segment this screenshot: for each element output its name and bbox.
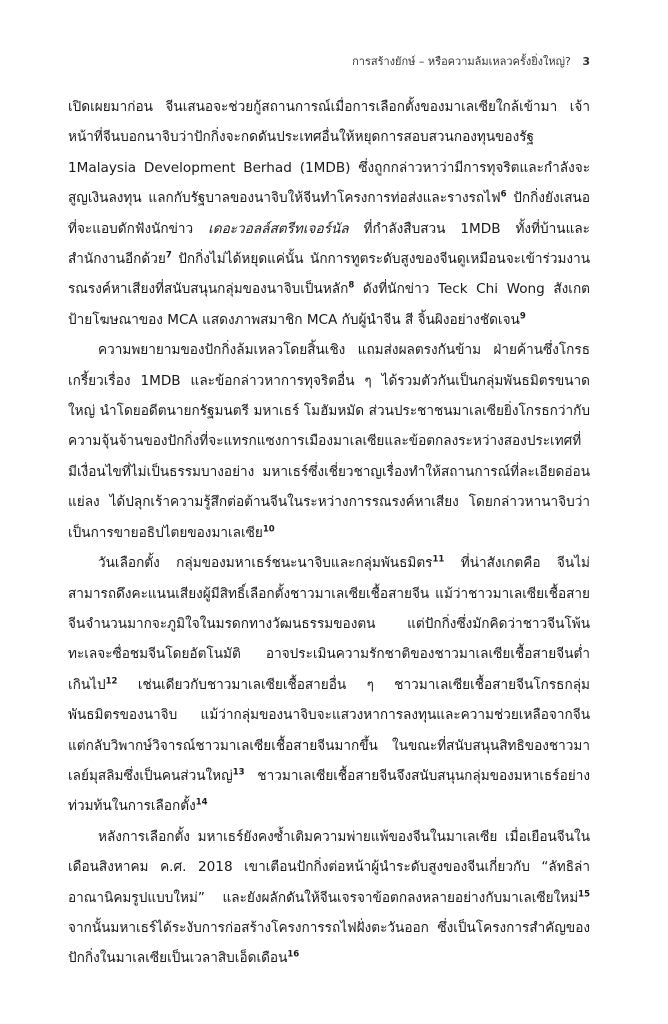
footnote-reference: 14 bbox=[195, 797, 208, 808]
paragraph bbox=[68, 335, 590, 548]
text-run: ที่น่าสังเกตคือ จีนไม่สามารถดึงคะแนนเสียงผู้มีสิทธิ์เลือกตั้งชาวมาเลเซียเชื้อสายจีน แม้ว่าชาวมาเลเซียเชื้อสายจีนจำนวนมากจะภูมิใจในมรดกทางวัฒนธรรมของตน แต่ปักกิ่งซึ่งมักคิดว่าชาวจีนโพ้นทะเลจะซื่อชมจีนโดยอัตโนมัติ อาจประเมินความรักชาติของชาวมาเลเซียเชื้อสายจีนต่ำเกินไป bbox=[68, 555, 590, 693]
text-run: ความพยายามของปักกิ่งล้มเหลวโดยสิ้นเชิง แถมส่งผลตรงกันข้าม ฝ่ายค้านซึ่งโกรธเกรี้ยวเรื่อง 1MDB และข้อกล่าวหาการทุจริตอื่น ๆ ได้รวมตัวกันเป็นกลุ่มพันธมิตรขนาดใหญ่ นำโดยอดีตนายกรัฐมนตรี มหาเธร์ โมฮัมหมัด ส่วนประชาชนมาเลเซียยิ่งโกรธกว่ากับความจุ้นจ้านของปักกิ่งที่จะแทรกแซงการเมืองมาเลเซียและข้อตกลงระหว่างสองประเทศที่มีเงื่อนไขที่ไม่เป็นธรรมบางอย่าง มหาเธร์ซึ่งเชี่ยวชาญเรื่องทำให้สถานการณ์ที่ละเอียดอ่อนแย่ลง ได้ปลุกเร้าความรู้สึกต่อต้านจีนในระหว่างการรณรงค์หาเสียง โดยกล่าวหานาจิบว่าเป็นการขายอธิปไตยของมาเลเซีย bbox=[68, 342, 590, 541]
footnote-reference: 6 bbox=[500, 189, 507, 200]
footnote-reference: 12 bbox=[105, 676, 118, 687]
text-run: ดังที่นักข่าว Teck Chi Wong สังเกตป้ายโฆษณาของ MCA แสดงภาพสมาชิก MCA กับผู้นำจีน สี จิ้นผิงอย่างชัดเจน bbox=[68, 281, 590, 328]
text-run: วันเลือกตั้ง กลุ่มของมหาเธร์ชนะนาจิบและกลุ่มพันธมิตร bbox=[98, 555, 433, 572]
footnote-reference: 15 bbox=[578, 889, 590, 900]
footnote-reference: 10 bbox=[262, 524, 275, 535]
running-title: การสร้างยักษ์ – หรือความล้มเหลวครั้งยิ่งใหญ่? bbox=[352, 55, 571, 68]
text-run: หลังการเลือกตั้ง มหาเธร์ยังคงซ้ำเติมความพ่ายแพ้ของจีนในมาเลเซีย เมื่อเยือนจีนในเดือนสิงหาคม ค.ศ. 2018 เขาเตือนปักกิ่งต่อหน้าผู้นำระดับสูงของจีนเกี่ยวกับ “ลัทธิล่าอาณานิคมรูปแบบใหม่” และยังผลักดันให้จีนเจรจาข้อตกลงหลายอย่างกับมาเลเซียใหม่ bbox=[68, 828, 590, 906]
footnote-reference: 8 bbox=[348, 280, 355, 291]
footnote-reference: 13 bbox=[232, 767, 245, 778]
text-run: เปิดเผยมาก่อน จีนเสนอจะช่วยกู้สถานการณ์เมื่อการเลือกตั้งของมาเลเซียใกล้เข้ามา เจ้าหน้าที่จีนบอกนาจิบว่าปักกิ่งจะกดดันประเทศอื่นให้หยุดการสอบสวนกองทุนของรัฐ 1Malaysia Development Berhad (1MDB) ซึ่งถูกกล่าวหาว่ามีการทุจริตและกำลังจะสูญเงินลงทุน แลกกับรัฐบาลของนาจิบให้จีนทำโครงการท่อส่งและรางรถไฟ bbox=[68, 99, 590, 207]
page-number: 3 bbox=[582, 55, 590, 68]
footnote-reference: 16 bbox=[287, 949, 300, 960]
paragraph bbox=[68, 548, 590, 822]
footnote-reference: 7 bbox=[165, 250, 172, 261]
footnote-reference: 9 bbox=[519, 311, 526, 322]
italic-title: เดอะวอลล์สตรีทเจอร์นัล bbox=[208, 220, 349, 237]
text-run: จากนั้นมหาเธร์ได้ระงับการก่อสร้างโครงการรถไฟฝั่งตะวันออก ซึ่งเป็นโครงการสำคัญของปักกิ่งในมาเลเซียเป็นเวลาสิบเอ็ดเดือน bbox=[68, 919, 590, 967]
text-run: ปักกิ่งไม่ได้หยุดแค่นั้น นักการทูตระดับสูงของจีนดูเหมือนจะเข้าร่วมงานรณรงค์หาเสียงที่สนับสนุนกลุ่มของนาจิบเป็นหลัก bbox=[68, 251, 590, 298]
paragraph bbox=[68, 822, 590, 974]
paragraph bbox=[68, 92, 590, 335]
text-run: เช่นเดียวกับชาวมาเลเซียเชื้อสายอื่น ๆ ชาวมาเลเซียเชื้อสายจีนโกรธกลุ่มพันธมิตรของนาจิบ แม้ว่ากลุ่มของนาจิบจะแสวงหาการลงทุนและความช่วยเหลือจากจีน แต่กลับวิพากษ์วิจารณ์ชาวมาเลเซียเชื้อสายจีนมากขึ้น ในขณะที่สนับสนุนสิทธิของชาวมาเลย์มุสลิมซึ่งเป็นคนส่วนใหญ่ bbox=[68, 676, 590, 784]
text-run: ปักกิ่งยังเสนอที่จะแอบดักฟังนักข่าว bbox=[68, 190, 590, 237]
running-header bbox=[352, 52, 590, 70]
text-run: ที่กำลังสืบสวน 1MDB ทั้งที่บ้านและสำนักงานอีกด้วย bbox=[68, 220, 590, 268]
text-run: ชาวมาเลเซียเชื้อสายจีนจึงสนับสนุนกลุ่มของมหาเธร์อย่างท่วมท้นในการเลือกตั้ง bbox=[68, 767, 590, 815]
body-text bbox=[68, 92, 590, 974]
footnote-reference: 11 bbox=[432, 554, 445, 565]
